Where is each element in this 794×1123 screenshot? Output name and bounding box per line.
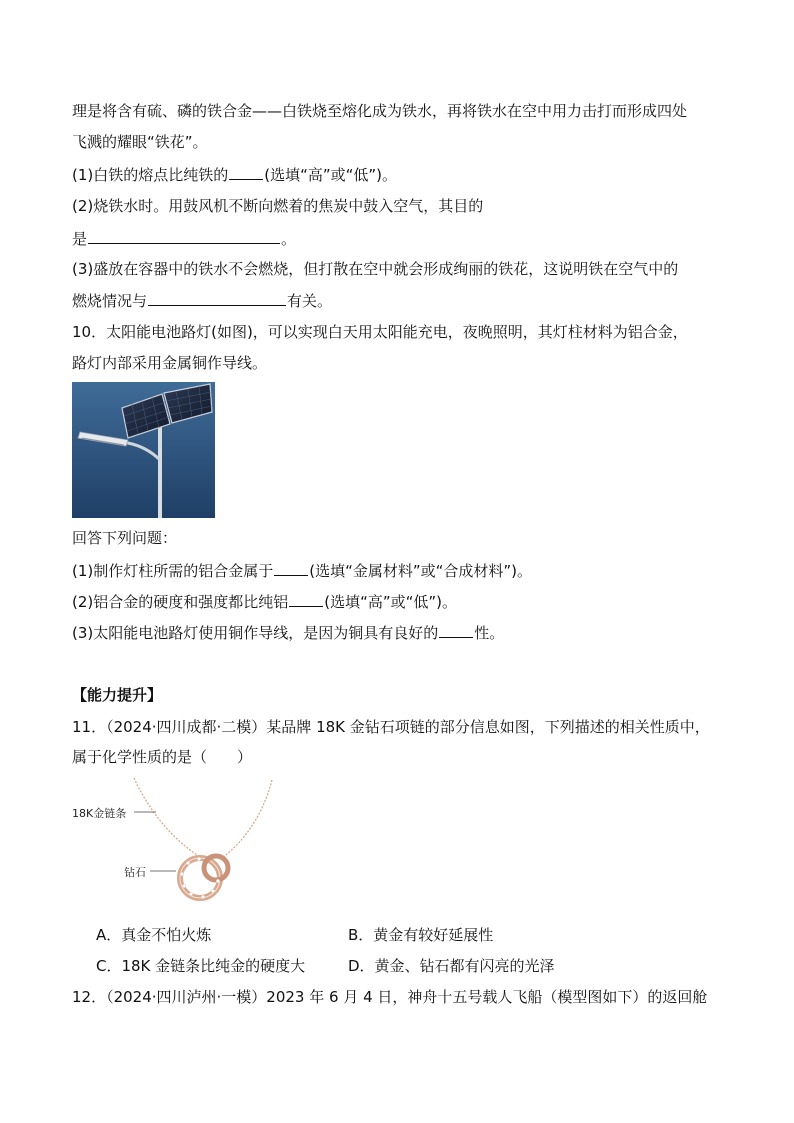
p9-question-3b	[72, 290, 332, 311]
necklace-figure	[72, 778, 277, 908]
label-diamond: 钻石	[124, 866, 146, 879]
p9-q2-text-b: 是	[72, 230, 88, 248]
p11-stem-line1: 11．（2024·四川成都·二模）某品牌 18K 金钻石项链的部分信息如图，下列描述的相关性质中，	[72, 718, 710, 736]
p9-q1-blank[interactable]	[229, 164, 263, 180]
p9-intro-line2: 飞溅的耀眼“铁花”。	[72, 133, 208, 151]
p9-q3-text-b: 燃烧情况与	[72, 292, 148, 310]
p9-question-1	[72, 164, 397, 185]
p10-question-3	[72, 622, 504, 643]
p9-question-2b	[72, 228, 296, 249]
p10-q2-blank[interactable]	[289, 591, 323, 607]
p11-options-row1	[96, 925, 211, 945]
p10-q2-text-a: (2)铝合金的硬度和强度都比纯铝	[72, 593, 289, 611]
p9-q2-blank[interactable]	[88, 228, 280, 244]
p10-question-1	[72, 560, 532, 581]
p12-stem-line1: 12．（2024·四川泸州·一模）2023 年 6 月 4 日，神舟十五号载人飞船（模型图如下）的返回舱	[72, 988, 708, 1006]
p10-q1-blank[interactable]	[274, 560, 308, 576]
p9-q3-text-c: 有关。	[287, 292, 333, 310]
p9-q3-blank[interactable]	[148, 290, 286, 306]
p11-option-d[interactable]: D．黄金、钻石都有闪亮的光泽	[348, 957, 555, 975]
p11-option-b[interactable]: B．黄金有较好延展性	[348, 926, 494, 944]
p10-question-2	[72, 591, 457, 612]
label-18k-chain: 18K金链条	[72, 807, 127, 820]
p10-q3-text-b: 性。	[474, 624, 505, 642]
section-title-ability: 【能力提升】	[72, 686, 163, 704]
p10-q1-text-b: (选填“金属材料”或“合成材料”)。	[309, 562, 533, 580]
p10-q2-text-b: (选填“高”或“低”)。	[324, 593, 458, 611]
p9-question-2a: (2)烧铁水时。用鼓风机不断向燃着的焦炭中鼓入空气，其目的	[72, 197, 484, 215]
p10-stem-line1: 10．太阳能电池路灯(如图)，可以实现白天用太阳能充电，夜晚照明，其灯柱材料为铝合金，	[72, 323, 688, 341]
p11-option-a[interactable]: A．真金不怕火炼	[96, 926, 212, 944]
p9-question-3a: (3)盛放在容器中的铁水不会燃烧，但打散在空中就会形成绚丽的铁花，这说明铁在空气中的	[72, 260, 679, 278]
p9-q1-text-b: (选填“高”或“低”)。	[264, 166, 398, 184]
solar-street-light-image	[72, 382, 215, 518]
p9-intro-line1: 理是将含有硫、磷的铁合金——白铁烧至熔化成为铁水，再将铁水在空中用力击打而形成四处	[72, 102, 688, 120]
p10-answer-prompt: 回答下列问题：	[72, 529, 178, 547]
p10-q3-text-a: (3)太阳能电池路灯使用铜作导线，是因为铜具有良好的	[72, 624, 439, 642]
p9-q2-text-c: 。	[281, 230, 297, 248]
p11-option-c[interactable]: C．18K 金链条比纯金的硬度大	[96, 957, 306, 975]
p10-q3-blank[interactable]	[439, 622, 473, 638]
p10-stem-line2: 路灯内部采用金属铜作导线。	[72, 354, 268, 372]
p9-q1-text-a: (1)白铁的熔点比纯铁的	[72, 166, 229, 184]
p10-q1-text-a: (1)制作灯柱所需的铝合金属于	[72, 562, 274, 580]
p11-stem-line2: 属于化学性质的是（ ）	[72, 748, 253, 766]
